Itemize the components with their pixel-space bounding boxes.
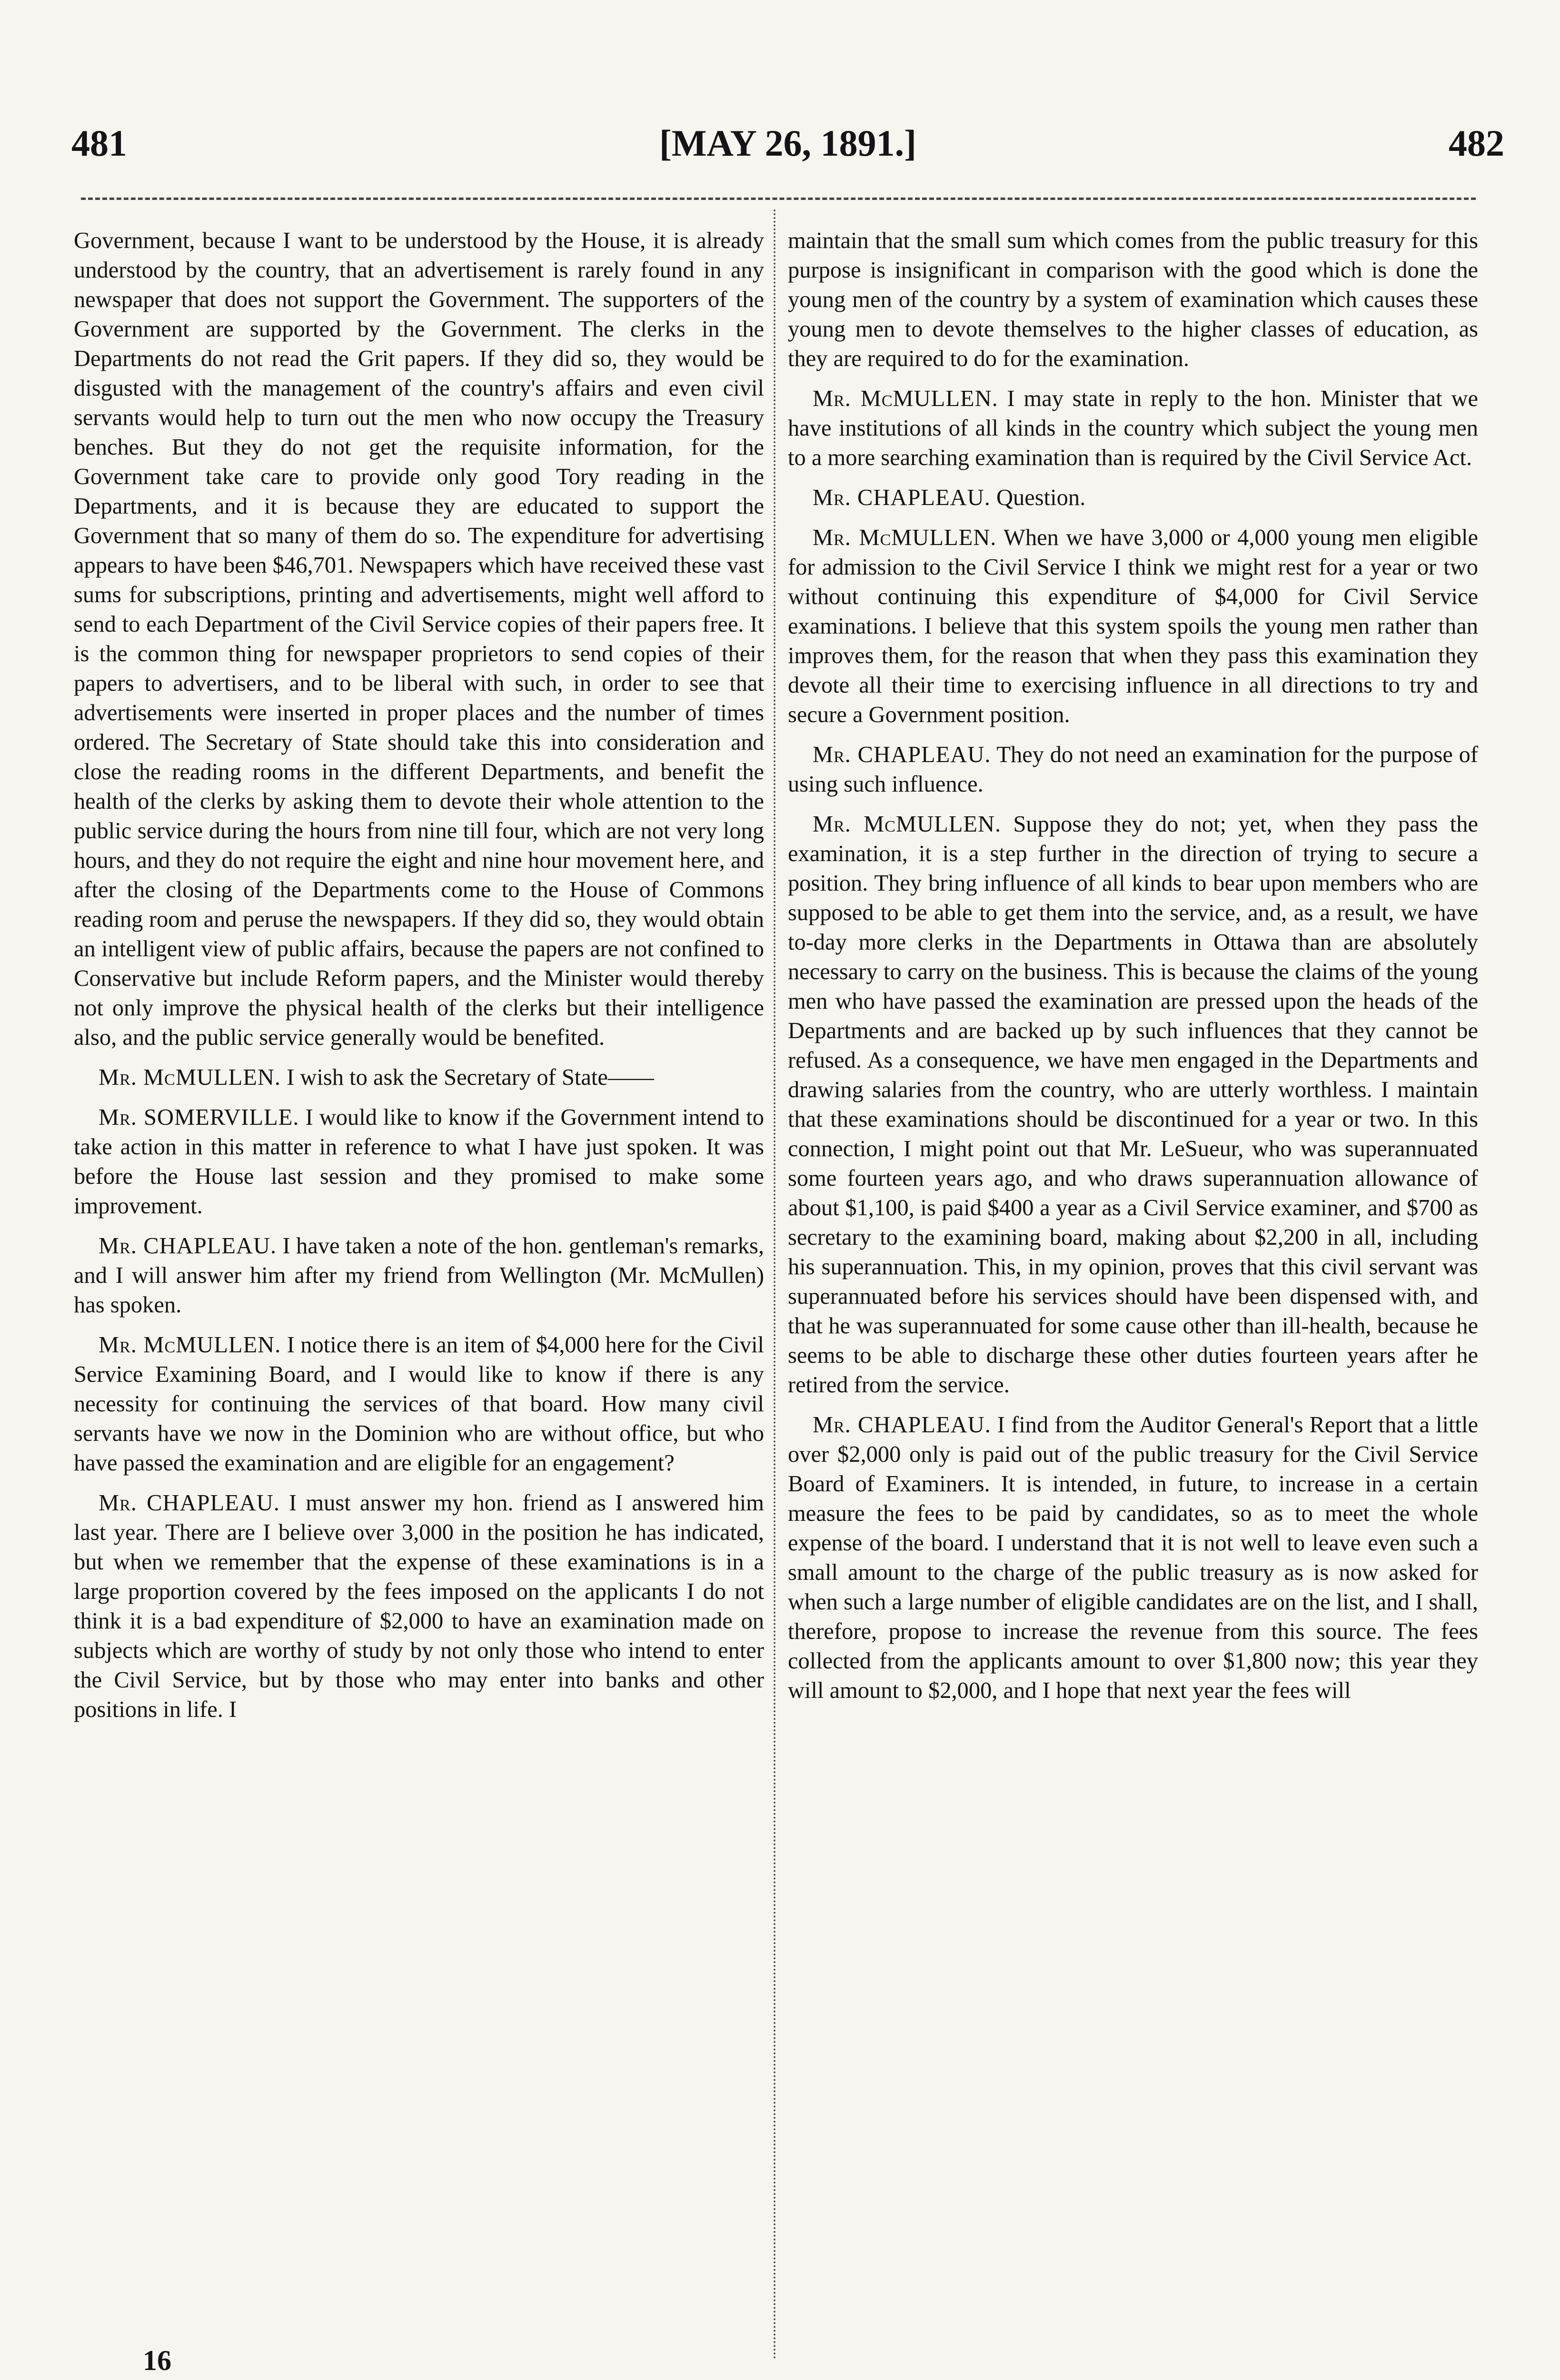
speaker-name: Mr. McMULLEN. [99, 1332, 281, 1358]
speaker-name: Mr. McMULLEN. [813, 812, 1002, 837]
paragraph-text: I wish to ask the Secretary of State—— [287, 1065, 654, 1090]
paragraph [788, 740, 1478, 799]
paragraph [74, 1330, 764, 1478]
paragraph [788, 483, 1478, 513]
speaker-name: Mr. CHAPLEAU. [99, 1490, 280, 1516]
paragraph [788, 523, 1478, 730]
paragraph [788, 226, 1478, 374]
speaker-name: Mr. CHAPLEAU. [813, 1412, 991, 1438]
paragraph [74, 226, 764, 1052]
paragraph-text: Suppose they do not; yet, when they pass the examination, it is a step further in the direction of trying to secure a position. They bring influence of all kinds to bear upon members who are supposed to be able to get them into the service, and, as a result, we have to-day more clerks in the Departments in Ottawa than are absolutely necessary to carry on the business. This is because the claims of the young men who have passed the examination are pressed upon the heads of the Departments and are backed up by such influences that they cannot be refused. As a consequence, we have men engaged in the Departments and drawing salaries from the country, who are utterly worthless. I maintain that these examinations should be discontinued for a year or two. In this connection, I might point out that Mr. LeSueur, who was superannuated some fourteen years ago, and who draws superannuation allowance of about $1,100, is paid $400 a year as a Civil Service examiner, and $700 as secretary to the examining board, making about $2,200 in all, including his superannuation. This, in my opinion, proves that this civil servant was superannuated before his services should have been dispensed with, and that he was superannuated for some cause other than ill-health, because he seems to be able to discharge these other duties fourteen years after he retired from the service. [788, 812, 1478, 1398]
header-date: [MAY 26, 1891.] [659, 122, 917, 164]
signature-mark: 16 [143, 2345, 171, 2376]
paragraph-text: When we have 3,000 or 4,000 young men eligible for admission to the Civil Service I think we might rest for a year or two without continuing this expenditure of $4,000 for Civil Service examinations. I believe that this system spoils the young men rather than improves them, for the reason that when they pass this examination they devote all their time to exercising influence in all directions to try and secure a Government position. [788, 525, 1478, 727]
paragraph [74, 1231, 764, 1320]
speaker-name: Mr. McMULLEN. [99, 1065, 281, 1090]
paragraph [74, 1103, 764, 1221]
left-column [74, 226, 764, 2335]
right-page-number: 482 [1449, 122, 1504, 164]
paragraph [74, 1488, 764, 1725]
right-column [788, 226, 1478, 2335]
column-divider [774, 209, 775, 2361]
speaker-name: Mr. SOMERVILLE. [99, 1105, 299, 1130]
speaker-name: Mr. CHAPLEAU. [99, 1233, 277, 1259]
speaker-name: Mr. CHAPLEAU. [813, 742, 991, 767]
paragraph-text: I have taken a note of the hon. gentleman's remarks, and I will answer him after my friend from Wellington (Mr. McMullen) has spoken. [74, 1233, 764, 1318]
paragraph-text: Question. [996, 485, 1086, 510]
paragraph-text: I may state in reply to the hon. Minister that we have institutions of all kinds in the country which subject the young men to a more searching examination than is required by the Civil Service Act. [788, 386, 1478, 470]
speaker-name: Mr. McMULLEN. [813, 386, 998, 411]
paragraph [788, 1410, 1478, 1706]
paragraph-text: I find from the Auditor General's Report that a little over $2,000 only is paid out of the public treasury for the Civil Service Board of Examiners. It is intended, in future, to increase in a certain measure the fees to be paid by candidates, so as to meet the whole expense of the board. I understand that it is not well to leave even such a small amount to the charge of the public treasury as is now asked for when such a large number of eligible candidates are on the list, and I shall, therefore, propose to increase the revenue from this source. The fees collected from the applicants amount to over $1,800 now; this year they will amount to $2,000, and I hope that next year the fees will [788, 1412, 1478, 1703]
paragraph-text: I notice there is an item of $4,000 here for the Civil Service Examining Board, and I would like to know if there is any necessity for continuing the services of that board. How many civil servants have we now in the Dominion who are without office, but who have passed the examination and are eligible for an engagement? [74, 1332, 764, 1476]
paragraph [74, 1063, 764, 1092]
paragraph [788, 384, 1478, 473]
paragraph-text: I would like to know if the Government intend to take action in this matter in reference to what I have just spoken. It was before the House last session and they promised to make some improvement. [74, 1105, 764, 1219]
paragraph [788, 810, 1478, 1400]
paragraph-text: They do not need an examination for the purpose of using such influence. [788, 742, 1478, 797]
speaker-name: Mr. CHAPLEAU. [813, 485, 991, 510]
left-page-number: 481 [71, 122, 127, 164]
header-rule [81, 198, 1476, 200]
paragraph-text: maintain that the small sum which comes from the public treasury for this purpose is insignificant in comparison with the good which is done the young men of the country by a system of examination which causes these young men to devote themselves to the higher classes of education, as they are required to do for the examination. [788, 228, 1478, 371]
paragraph-text: I must answer my hon. friend as I answered him last year. There are I believe over 3,000 in the position he has indicated, but when we remember that the expense of these examinations is in a large proportion covered by the fees imposed on the applicants I do not think it is a bad expenditure of $2,000 to have an examination made on subjects which are worthy of study by not only those who intend to enter the Civil Service, but by those who may enter into banks and other positions in life. I [74, 1490, 764, 1722]
page-header [71, 103, 1504, 169]
speaker-name: Mr. McMULLEN. [813, 525, 997, 550]
paragraph-text: Government, because I want to be understood by the House, it is already understood by the country, that an advertisement is rarely found in any newspaper that does not support the Government. The supporters of the Government are supported by the Government. The clerks in the Departments do not read the Grit papers. If they did so, they would be disgusted with the management of the country's affairs and even civil servants would help to turn out the men who now occupy the Treasury benches. But they do not get the requisite information, for the Government take care to provide only good Tory reading in the Departments, and it is because they are educated to support the Government that so many of them do so. The expenditure for advertising appears to have been $46,701. Newspapers which have received these vast sums for subscriptions, printing and advertisements, might well afford to send to each Department of the Civil Service copies of their papers free. It is the common thing for newspaper proprietors to send copies of their papers to advertisers, and to be liberal with such, in order to see that advertisements were inserted in proper places and the number of times ordered. The Secretary of State should take this into consideration and close the reading rooms in the different Departments, and benefit the health of the clerks by asking them to devote their whole attention to the public service during the hours from nine till four, which are not very long hours, and they do not require the eight and nine hour movement here, and after the closing of the Departments come to the House of Commons reading room and peruse the newspapers. If they did so, they would obtain an intelligent view of public affairs, because the papers are not confined to Conservative but include Reform papers, and the Minister would thereby not only improve the physical health of the clerks but their intelligence also, and the public service generally would be benefited. [74, 228, 764, 1050]
